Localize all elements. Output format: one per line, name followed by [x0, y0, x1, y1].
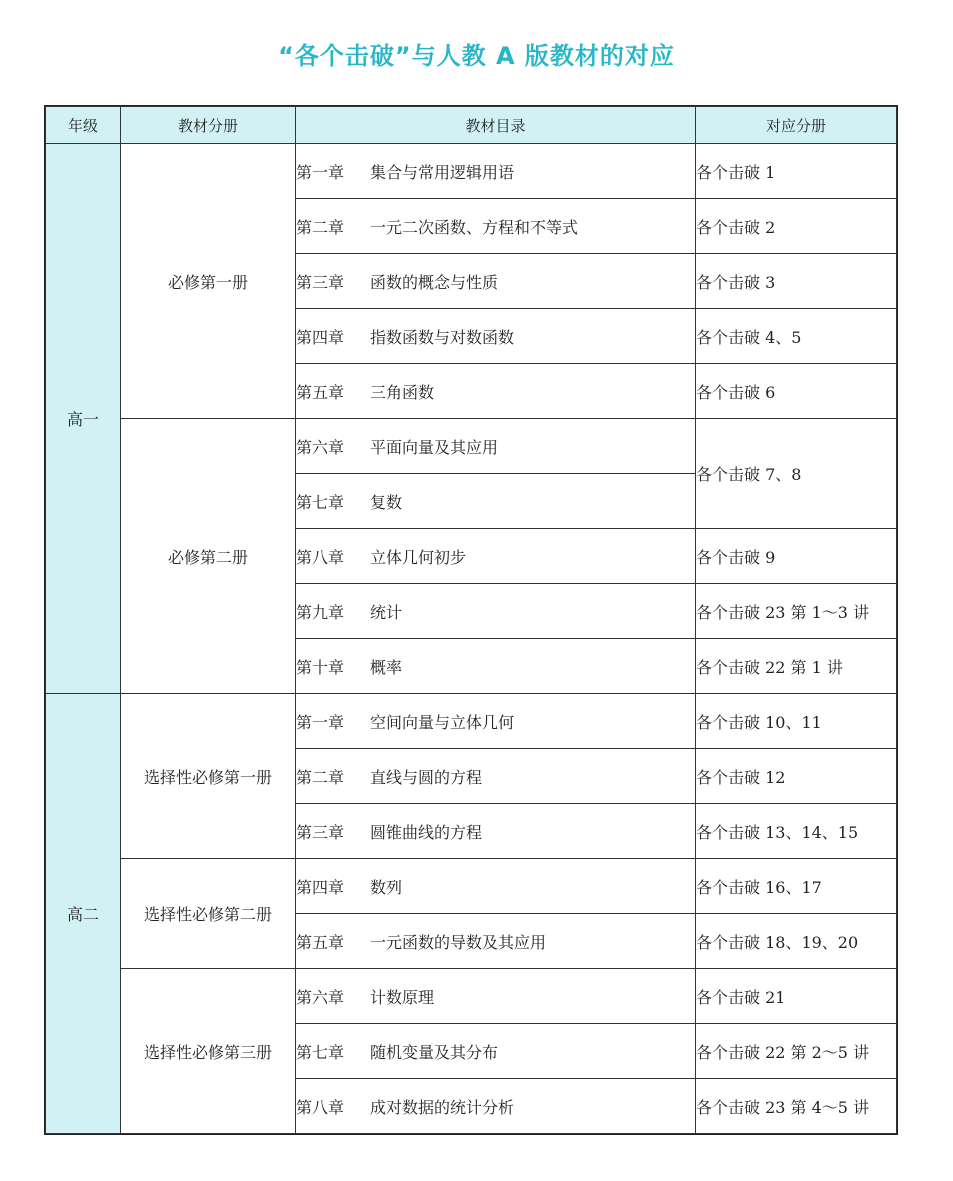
- chapter-title: 集合与常用逻辑用语: [370, 162, 515, 182]
- mapping-cell: 各个击破 22 第 2～5 讲: [696, 1024, 897, 1079]
- chapter-number: 第三章: [296, 272, 345, 292]
- chapter-title: 数列: [370, 877, 403, 897]
- volume-cell: 必修第二册: [121, 419, 296, 694]
- toc-cell: [296, 584, 696, 639]
- chapter-title: 复数: [370, 492, 403, 512]
- mapping-cell: 各个击破 13、14、15: [696, 804, 897, 859]
- table-row: [46, 969, 897, 1024]
- toc-cell: [296, 144, 696, 199]
- toc-cell: [296, 1024, 696, 1079]
- chapter-number: 第八章: [296, 1097, 345, 1117]
- volume-cell: 选择性必修第三册: [121, 969, 296, 1134]
- chapter-number: 第一章: [296, 712, 345, 732]
- chapter-number: 第八章: [296, 547, 345, 567]
- chapter-title: 一元函数的导数及其应用: [370, 932, 547, 952]
- chapter-number: 第二章: [296, 767, 345, 787]
- toc-cell: [296, 639, 696, 694]
- volume-cell: 选择性必修第一册: [121, 694, 296, 859]
- chapter-number: 第三章: [296, 822, 345, 842]
- toc-cell: [296, 694, 696, 749]
- toc-cell: [296, 199, 696, 254]
- mapping-cell: 各个击破 3: [696, 254, 897, 309]
- mapping-cell: 各个击破 21: [696, 969, 897, 1024]
- chapter-title: 函数的概念与性质: [370, 272, 499, 292]
- toc-cell: [296, 364, 696, 419]
- chapter-title: 立体几何初步: [370, 547, 467, 567]
- header-mapping: 对应分册: [696, 107, 897, 144]
- chapter-title: 概率: [370, 657, 403, 677]
- toc-cell: [296, 1079, 696, 1134]
- volume-cell: 必修第一册: [121, 144, 296, 419]
- toc-cell: [296, 859, 696, 914]
- chapter-title: 成对数据的统计分析: [370, 1097, 515, 1117]
- chapter-number: 第二章: [296, 217, 345, 237]
- mapping-cell: 各个击破 10、11: [696, 694, 897, 749]
- chapter-number: 第七章: [296, 1042, 345, 1062]
- page-title: “各个击破”与人教 A 版教材的对应: [278, 42, 675, 70]
- chapter-title: 直线与圆的方程: [370, 767, 483, 787]
- textbook-mapping-table: [45, 106, 897, 1134]
- table-header-row: [46, 107, 897, 144]
- toc-cell: [296, 474, 696, 529]
- mapping-cell: 各个击破 18、19、20: [696, 914, 897, 969]
- toc-cell: [296, 529, 696, 584]
- toc-cell: [296, 969, 696, 1024]
- mapping-cell: 各个击破 12: [696, 749, 897, 804]
- mapping-cell: 各个击破 2: [696, 199, 897, 254]
- chapter-number: 第九章: [296, 602, 345, 622]
- chapter-number: 第五章: [296, 382, 345, 402]
- chapter-number: 第七章: [296, 492, 345, 512]
- mapping-cell: 各个击破 23 第 4～5 讲: [696, 1079, 897, 1134]
- toc-cell: [296, 804, 696, 859]
- chapter-title: 统计: [370, 602, 403, 622]
- table-row: [46, 419, 897, 474]
- toc-cell: [296, 309, 696, 364]
- volume-cell: 选择性必修第二册: [121, 859, 296, 969]
- table-row: [46, 859, 897, 914]
- header-toc: 教材目录: [296, 107, 696, 144]
- chapter-number: 第十章: [296, 657, 345, 677]
- chapter-number: 第六章: [296, 437, 345, 457]
- chapter-title: 空间向量与立体几何: [370, 712, 515, 732]
- mapping-cell: 各个击破 1: [696, 144, 897, 199]
- table-row: [46, 144, 897, 199]
- chapter-number: 第五章: [296, 932, 345, 952]
- mapping-cell: 各个击破 16、17: [696, 859, 897, 914]
- chapter-number: 第一章: [296, 162, 345, 182]
- chapter-title: 三角函数: [370, 382, 435, 402]
- header-grade: 年级: [46, 107, 121, 144]
- mapping-cell: 各个击破 6: [696, 364, 897, 419]
- table-row: [46, 694, 897, 749]
- chapter-title: 指数函数与对数函数: [370, 327, 515, 347]
- chapter-title: 平面向量及其应用: [370, 437, 499, 457]
- mapping-cell: 各个击破 9: [696, 529, 897, 584]
- chapter-number: 第四章: [296, 327, 345, 347]
- mapping-cell: 各个击破 7、8: [696, 419, 897, 529]
- mapping-cell: 各个击破 23 第 1～3 讲: [696, 584, 897, 639]
- toc-cell: [296, 749, 696, 804]
- header-volume: 教材分册: [121, 107, 296, 144]
- chapter-title: 圆锥曲线的方程: [370, 822, 483, 842]
- mapping-cell: 各个击破 22 第 1 讲: [696, 639, 897, 694]
- toc-cell: [296, 914, 696, 969]
- chapter-title: 随机变量及其分布: [370, 1042, 499, 1062]
- chapter-title: 计数原理: [370, 987, 435, 1007]
- toc-cell: [296, 254, 696, 309]
- toc-cell: [296, 419, 696, 474]
- chapter-number: 第六章: [296, 987, 345, 1007]
- mapping-cell: 各个击破 4、5: [696, 309, 897, 364]
- grade-cell: 高一: [46, 144, 121, 694]
- grade-cell: 高二: [46, 694, 121, 1134]
- chapter-number: 第四章: [296, 877, 345, 897]
- chapter-title: 一元二次函数、方程和不等式: [370, 217, 579, 237]
